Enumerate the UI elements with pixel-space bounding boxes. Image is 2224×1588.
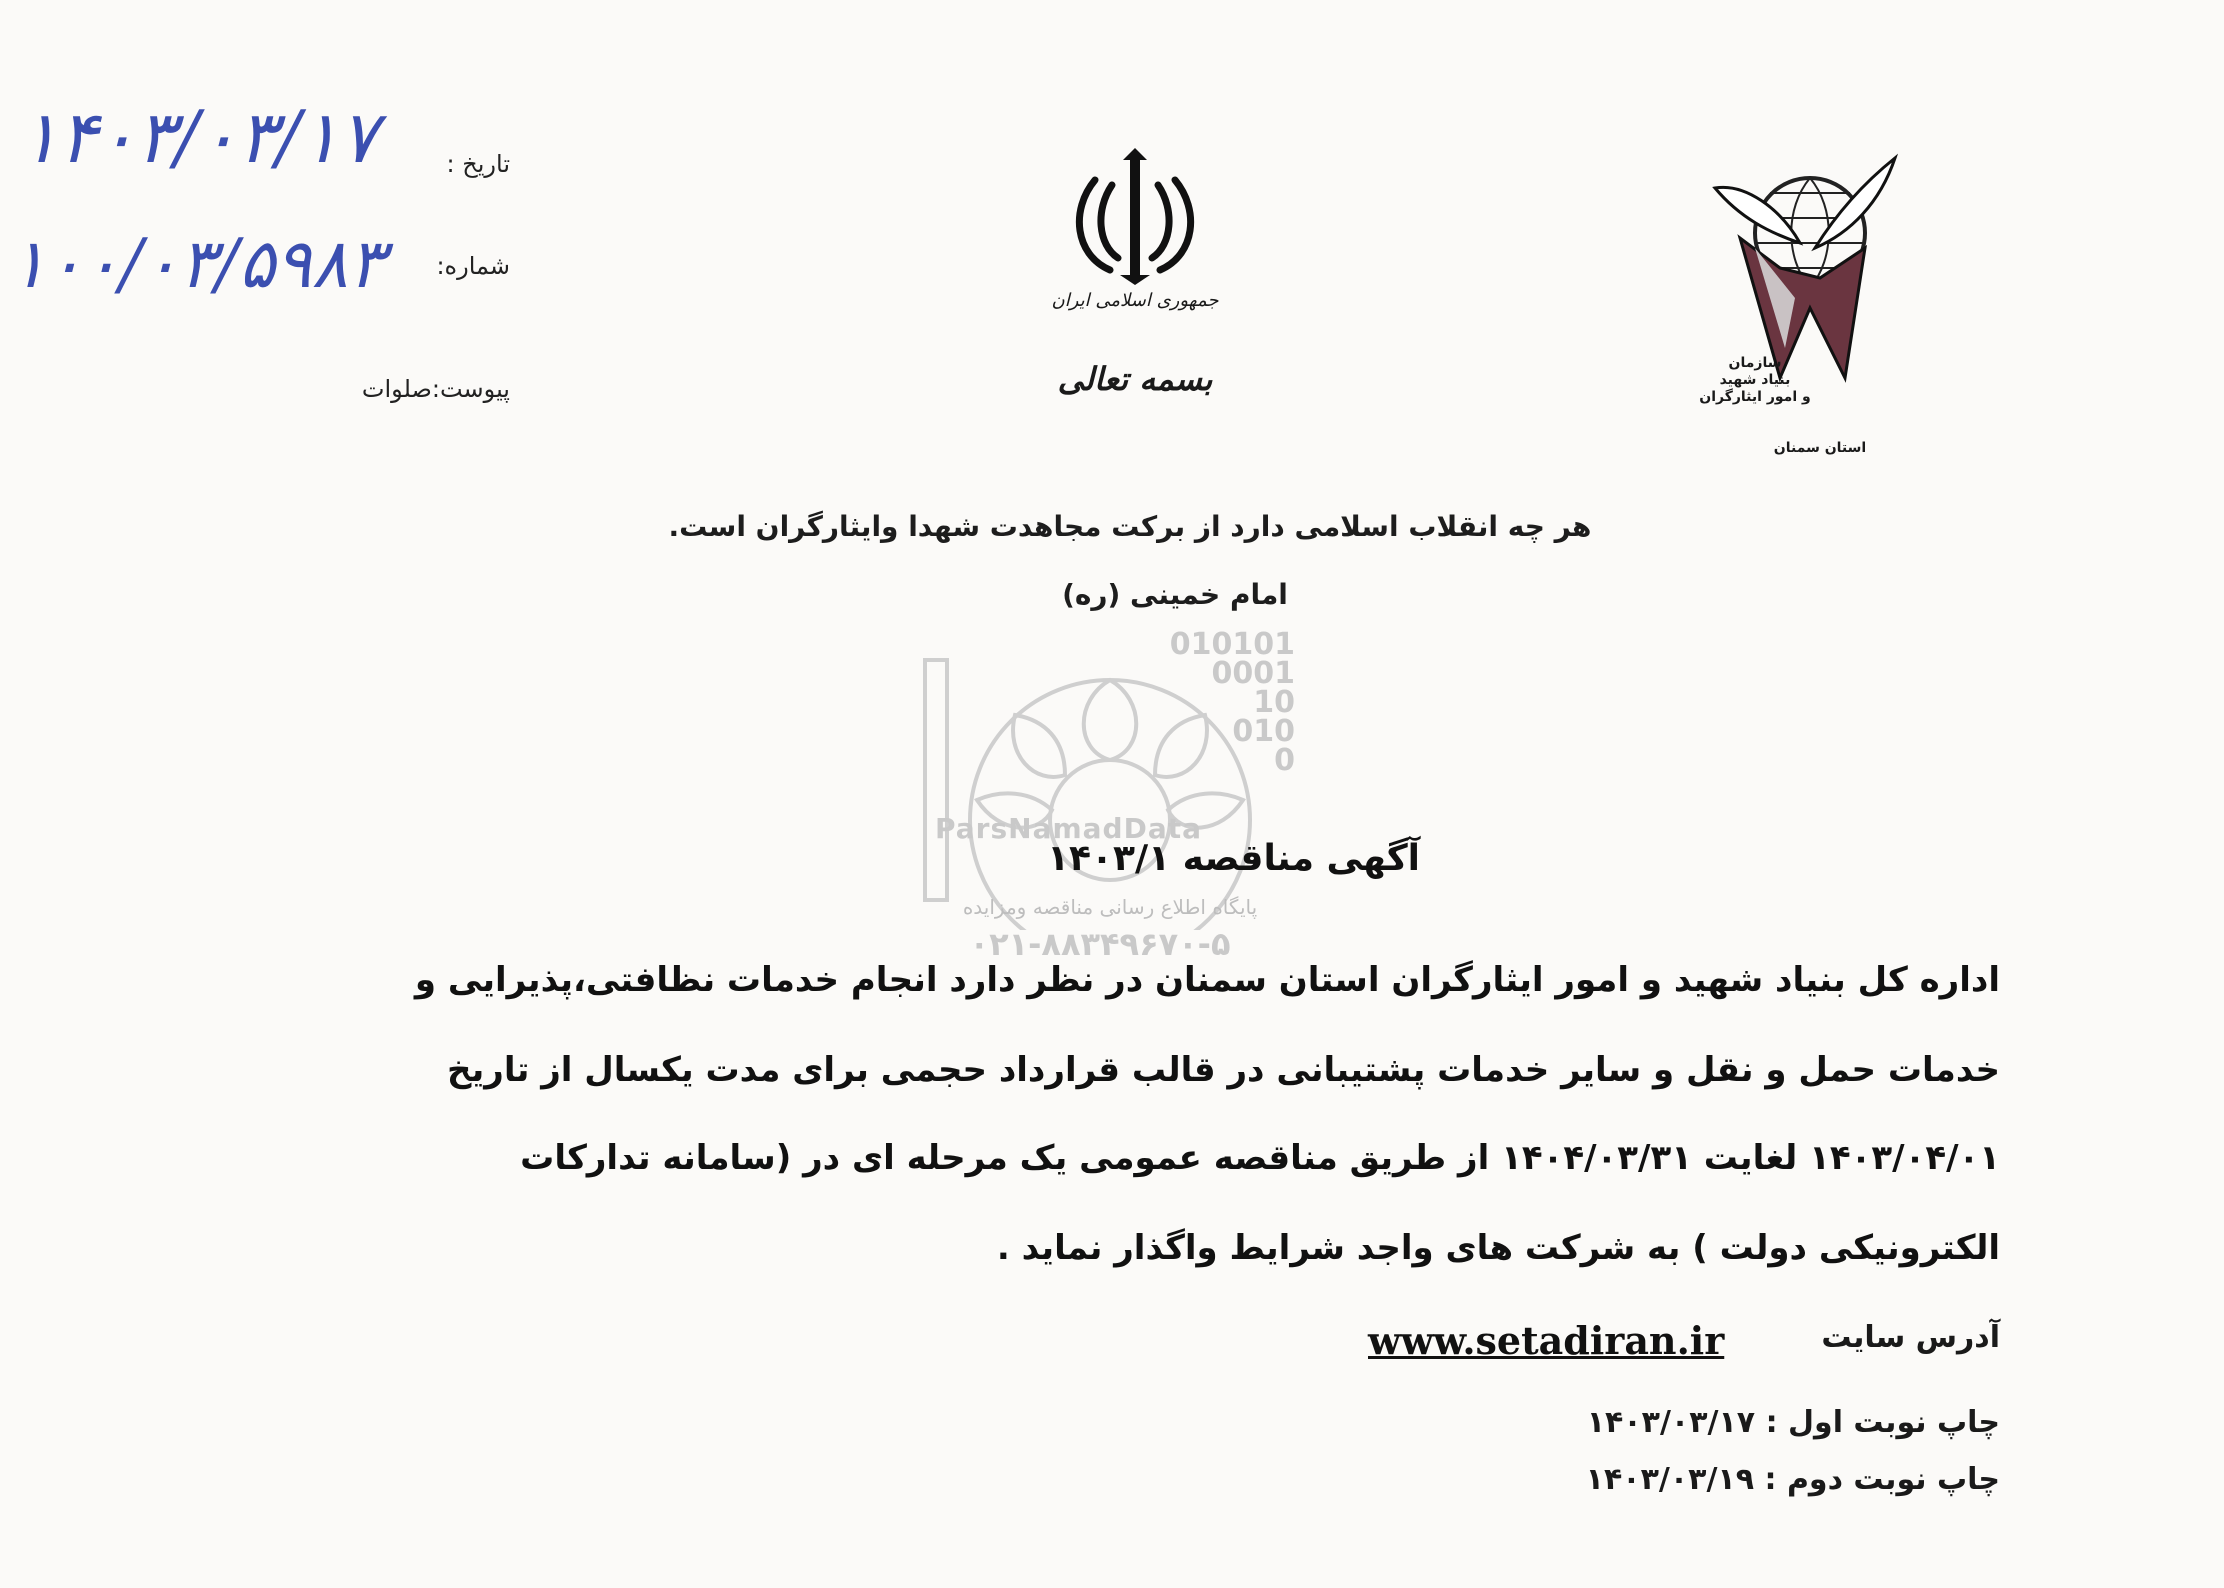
org-logo-line-1: سازمان	[1728, 355, 1782, 371]
iran-emblem-icon	[1060, 140, 1210, 290]
notice-line-4: الکترونیکی دولت ) به شرکت های واجد شرایط واگذار نماید .	[996, 1228, 2000, 1268]
basmala: بسمه تعالی	[1057, 360, 1213, 398]
watermark-binary-line-5: 0	[1274, 743, 1295, 778]
site-label: آدرس سایت	[1821, 1320, 2000, 1355]
org-logo-line-2: بنیاد شهید	[1719, 372, 1791, 388]
watermark-subtitle: پایگاه اطلاع رسانی مناقصه ومزایده	[962, 895, 1258, 919]
org-logo-province: استان سمنان	[1773, 440, 1867, 456]
notice-line-1: اداره کل بنیاد شهید و امور ایثارگران استان سمنان در نظر دارد انجام خدمات نظافتی،پذیرایی و	[414, 960, 2000, 1000]
watermark-binary-line-4: 010	[1232, 714, 1295, 749]
watermark-binary-line-1: 010101	[1169, 627, 1295, 662]
notice-line-3: ۱۴۰۳/۰۴/۰۱ لغایت ۱۴۰۴/۰۳/۳۱ از طریق مناقصه عمومی یک مرحله ای در (سامانه تدارکات	[520, 1138, 2000, 1178]
khomeini-quote: هر چه انقلاب اسلامی دارد از برکت مجاهدت شهدا وایثارگران است.	[668, 510, 1592, 543]
date-label: تاریخ :	[446, 150, 510, 178]
number-label: شماره:	[436, 252, 510, 280]
watermark-binary-line-3: 10	[1253, 685, 1295, 720]
handwritten-number: ۱۰۰/۰۳/۵۹۸۳	[10, 225, 385, 304]
org-logo-text	[1690, 355, 1820, 406]
print-first-date: چاپ نوبت اول : ۱۴۰۳/۰۳/۱۷	[1586, 1405, 2000, 1440]
watermark-binary	[1115, 627, 1295, 778]
quote-author: امام خمینی (ره)	[1062, 578, 1288, 611]
watermark-brand: ParsNamadData	[935, 812, 1202, 845]
watermark-phone: ۰۲۱-۸۸۳۴۹۶۷۰-۵	[969, 925, 1231, 963]
site-url-link[interactable]: www.setadiran.ir	[1368, 1318, 1725, 1363]
emblem-caption: جمهوری اسلامی ایران	[1051, 290, 1219, 311]
handwritten-date: ۱۴۰۳/۰۳/۱۷	[20, 95, 378, 179]
org-logo-line-3: و امور ایثارگران	[1699, 389, 1811, 405]
print-second-date: چاپ نوبت دوم : ۱۴۰۳/۰۳/۱۹	[1585, 1462, 2000, 1497]
notice-title: آگهی مناقصه ۱۴۰۳/۱	[1047, 838, 1420, 879]
watermark-binary-line-2: 0001	[1211, 656, 1295, 691]
attachment-label: پیوست:صلوات	[361, 375, 510, 403]
notice-line-2: خدمات حمل و نقل و سایر خدمات پشتیبانی در قالب قرارداد حجمی برای مدت یکسال از تاریخ	[447, 1050, 2000, 1090]
